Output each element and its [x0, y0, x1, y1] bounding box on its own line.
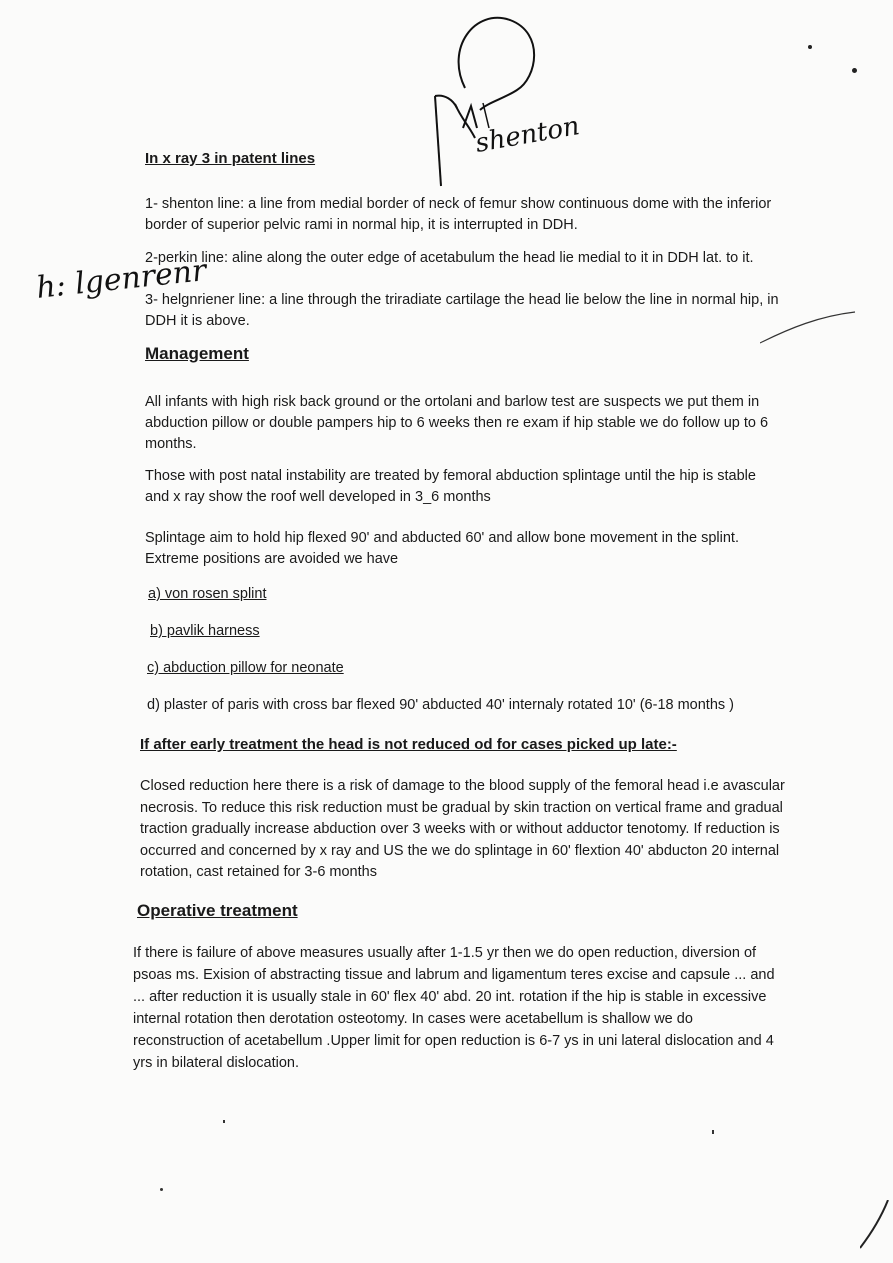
- perkin-line-text: 2-perkin line: aline along the outer edge of acetabulum the head lie medial to it in DDH lat. to it.: [145, 250, 754, 266]
- ink-dot: [160, 1188, 163, 1191]
- operative-heading: Operative treatment: [137, 901, 298, 920]
- margin-note: h: lgenrenr: [34, 253, 208, 306]
- operative-paragraph: If there is failure of above measures usually after 1-1.5 yr then we do open reduction, diversion of psoas ms. Exision of abstracting tissue and labrum and ligamentum teres excise and capsule ... and ... after reduction it is usually stale in 60' flex 40' abd. 20 int. rotation if the hip is stable in excessive internal rotation then derotation osteotomy. In cases were acetabellum is shallow we do reconstruction of acetabellum .Upper limit for open reduction is 6-7 ys in uni lateral dislocation and 4 yrs in bilateral dislocation.: [133, 945, 775, 1071]
- hip-sketch-drawing: [425, 8, 575, 188]
- sketch-label: shenton: [473, 111, 582, 159]
- management-heading: Management: [145, 344, 249, 363]
- list-item: d) plaster of paris with cross bar flexed 90' abducted 40' internaly rotated 10' (6-18 months ): [147, 697, 735, 713]
- list-item: a) von rosen splint: [148, 586, 267, 602]
- management-paragraph-1: All infants with high risk back ground or the ortolani and barlow test are suspects we put them in abduction pillow or double pampers hip to 6 weeks then re exam if hip stable we do follow up to 6 months.: [145, 394, 769, 452]
- corner-stroke: [860, 1200, 890, 1250]
- xray-heading: In x ray 3 in patent lines: [145, 150, 316, 167]
- helgnriener-line-text: 3- helgnriener line: a line through the triradiate cartilage the head lie below the line in normal hip, in DDH it is above.: [145, 292, 779, 329]
- ink-dot: [223, 1120, 225, 1123]
- late-cases-heading: If after early treatment the head is not reduced od for cases picked up late:-: [140, 736, 677, 753]
- closed-reduction-paragraph: Closed reduction here there is a risk of damage to the blood supply of the femoral head i.e avascular necrosis. To reduce this risk reduction must be gradual by skin traction on vertical frame and gradual traction gradually increase abduction over 3 weeks with or without adductor tenotomy. If reduction is occurred and concerned by x ray and US the we do splintage in 60' flextion 40' abducton 20 internal rotation, cast retained for 3-6 months: [140, 778, 785, 880]
- management-paragraph-3: Splintage aim to hold hip flexed 90' and abducted 60' and allow bone movement in the splint. Extreme positions are avoided we have: [145, 530, 739, 567]
- ink-dot: [712, 1130, 714, 1134]
- shenton-line-text: 1- shenton line: a line from medial border of neck of femur show continuous dome with the inferior border of superior pelvic rami in normal hip, it is interrupted in DDH.: [145, 196, 772, 233]
- ink-dot: [808, 45, 812, 49]
- list-item: b) pavlik harness: [150, 623, 260, 639]
- list-item: c) abduction pillow for neonate: [147, 660, 344, 676]
- management-paragraph-2: Those with post natal instability are treated by femoral abduction splintage until the hip is stable and x ray show the roof well developed in 3_6 months: [145, 468, 756, 505]
- ink-dot: [852, 68, 857, 73]
